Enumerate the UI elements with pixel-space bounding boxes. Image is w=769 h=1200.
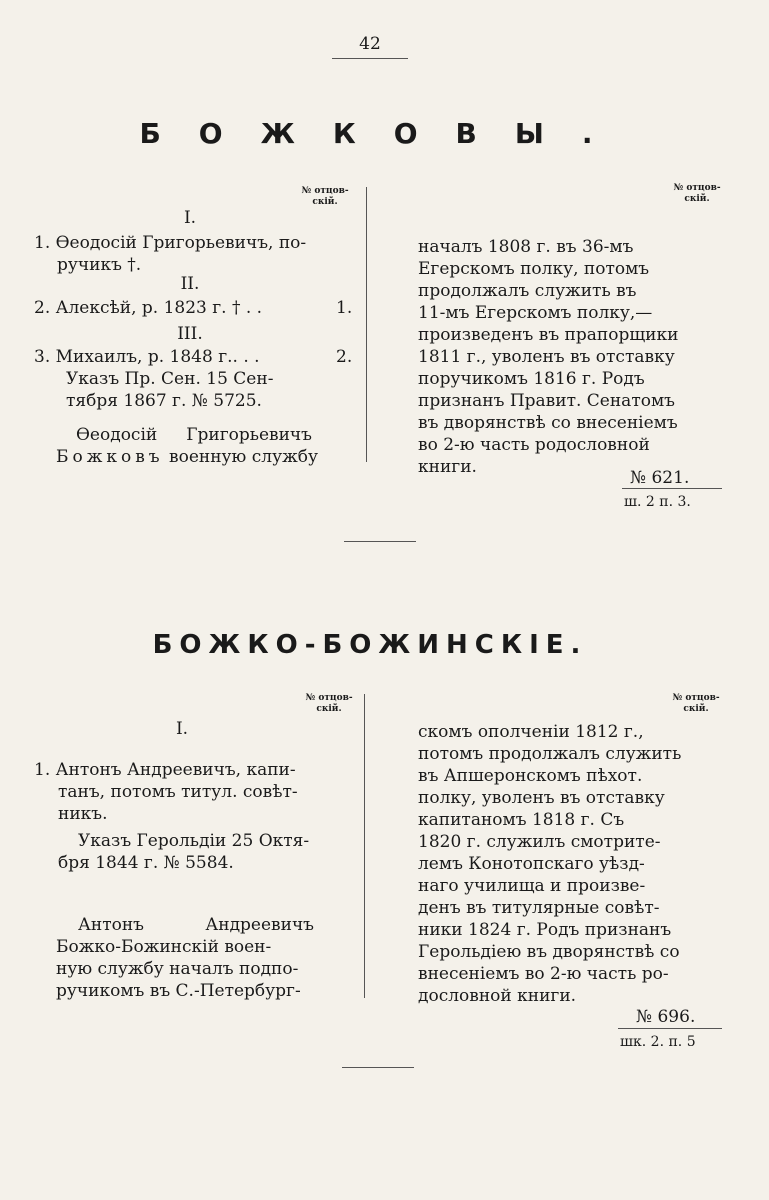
s1-roman-1: I. [183, 208, 197, 228]
s2-shelf-mark: шк. 2. п. 5 [620, 1034, 696, 1050]
section2-right-col-header: № отцов- скій. [672, 693, 720, 714]
s2-right-line: въ Апшеронскомъ пѣхот. [418, 766, 643, 786]
s2-decree-line2: бря 1844 г. № 5584. [58, 853, 234, 873]
s2-para-line1: Антонъ Андреевичъ [78, 915, 314, 935]
section1-right-text [418, 236, 678, 478]
s2-right-line: потомъ продолжалъ служить [418, 744, 682, 764]
s1-right-line: Егерскомъ полку, потомъ [418, 259, 650, 279]
s2-right-line: внесеніемъ во 2-ю часть ро- [418, 964, 669, 984]
s2-right-line: полку, уволенъ въ отставку [418, 788, 665, 808]
s1-right-line: книги. [418, 457, 477, 477]
s1-right-line: произведенъ въ прапорщики [418, 325, 679, 345]
s1-right-line: поручикомъ 1816 г. Родъ [418, 369, 645, 389]
s1-roman-2: II. [180, 274, 200, 294]
s2-para-line4: ручикомъ въ С.-Петербург- [56, 981, 301, 1001]
s2-right-line: ники 1824 г. Родъ признанъ [418, 920, 672, 940]
s1-entry3-decree-line1: Указъ Пр. Сен. 15 Сен- [66, 369, 274, 389]
s1-right-line: въ дворянствѣ со внесеніемъ [418, 413, 678, 433]
s1-right-line: 1811 г., уволенъ въ отставку [418, 347, 675, 367]
s1-record-rule [622, 488, 722, 489]
s1-shelf-mark: ш. 2 п. 3. [624, 494, 691, 510]
s2-para-line3: ную службу началъ подпо- [56, 959, 299, 979]
section1-left-col-header: № отцов- скій. [301, 186, 349, 207]
page-number: 42 [359, 34, 381, 54]
s1-surname: Божковъ [56, 447, 164, 467]
section-divider [344, 541, 416, 542]
s2-entry1-line3: никъ. [58, 804, 108, 824]
s1-para-line2: Божковъ военную службу [56, 447, 318, 467]
s1-entry3: 3. Михаилъ, р. 1848 г.. . . [34, 347, 260, 367]
s1-para-line1: Ѳеодосій Григорьевичъ [76, 425, 312, 445]
s2-right-line: лемъ Конотопскаго уѣзд- [418, 854, 645, 874]
section2-left-col-header: № отцов- скій. [305, 693, 353, 714]
s1-entry1-line2: ручикъ †. [57, 255, 142, 275]
bottom-divider [342, 1067, 414, 1068]
s1-roman-3: III. [177, 324, 203, 344]
s1-entry1-line1: 1. Ѳеодосій Григорьевичъ, по- [34, 233, 307, 253]
s1-record-number: № 621. [630, 468, 690, 488]
s2-right-line: 1820 г. служилъ смотрите- [418, 832, 661, 852]
s1-entry3-ref: 2. [336, 347, 353, 367]
s2-entry1-line2: танъ, потомъ титул. совѣт- [58, 782, 298, 802]
s2-right-line: дословной книги. [418, 986, 577, 1006]
s2-entry1-line1: 1. Антонъ Андреевичъ, капи- [34, 760, 296, 780]
s2-right-line: скомъ ополченіи 1812 г., [418, 722, 644, 742]
s1-right-line: 11-мъ Егерскомъ полку,— [418, 303, 653, 323]
s1-entry3-decree-line2: тября 1867 г. № 5725. [66, 391, 262, 411]
s2-decree-line1: Указъ Герольдіи 25 Октя- [78, 831, 310, 851]
s1-entry2-ref: 1. [336, 298, 353, 318]
s1-right-line: признанъ Правит. Сенатомъ [418, 391, 676, 411]
s2-right-line: Герольдіею въ дворянствѣ со [418, 942, 680, 962]
s1-entry2: 2. Алексѣй, р. 1823 г. † . . [34, 298, 263, 318]
s2-roman-1: I. [175, 719, 189, 739]
section1-right-col-header: № отцов- скій. [673, 183, 721, 204]
s2-record-number: № 696. [636, 1007, 696, 1027]
section1-title: БОЖКОВЫ. [139, 117, 631, 150]
section1-left-separator [366, 187, 367, 462]
section2-right-text [418, 721, 681, 1007]
s1-right-line: началъ 1808 г. въ 36-мъ [418, 237, 634, 257]
page-number-rule [332, 58, 408, 59]
s1-right-line: во 2-ю часть родословной [418, 435, 650, 455]
section2-left-separator [364, 694, 365, 998]
s1-right-line: продолжалъ служить въ [418, 281, 637, 301]
s2-right-line: наго училища и произве- [418, 876, 646, 896]
s2-para-line2: Божко-Божинскій воен- [56, 937, 272, 957]
s2-record-rule [618, 1028, 722, 1029]
section2-title: БОЖКО-БОЖИНСКІЕ. [152, 630, 588, 660]
s2-right-line: капитаномъ 1818 г. Съ [418, 810, 625, 830]
s2-right-line: денъ въ титулярные совѣт- [418, 898, 660, 918]
